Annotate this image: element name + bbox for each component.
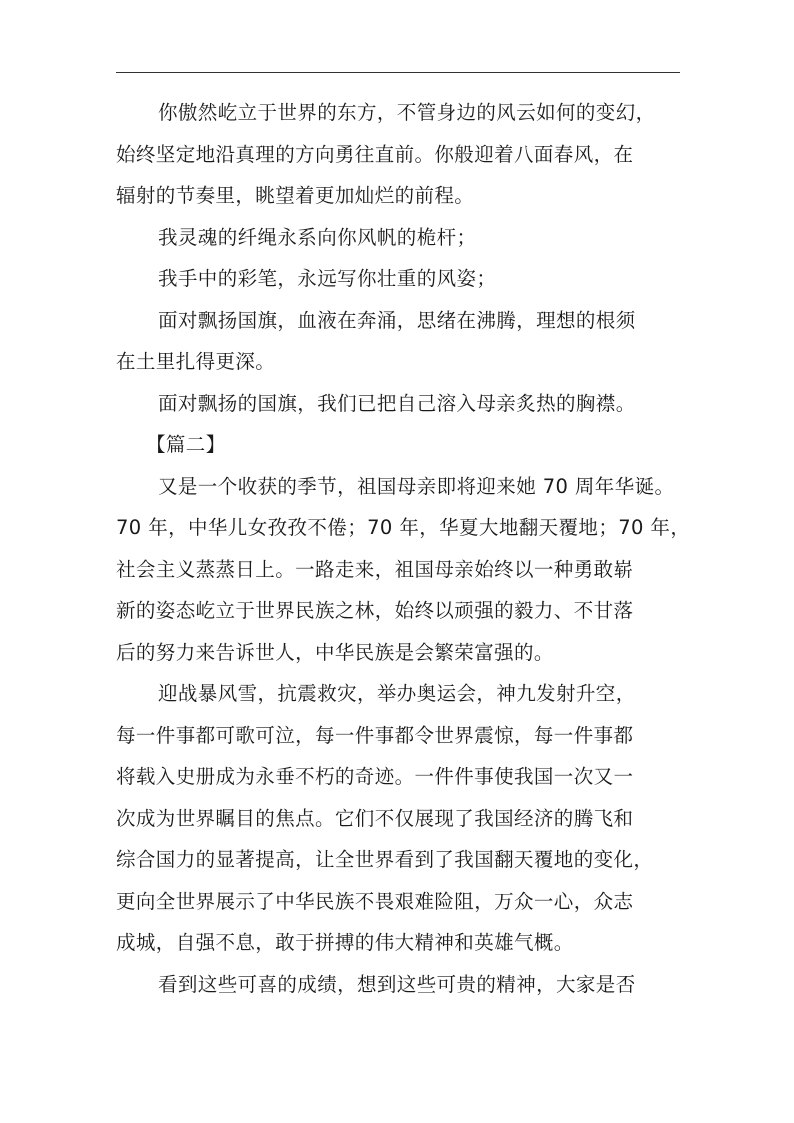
paragraph-line: 看到这些可喜的成绩，想到这些可贵的精神，大家是否	[158, 972, 636, 996]
paragraph-line: 在土里扎得更深。	[116, 350, 276, 373]
paragraph-line: 迎战暴风雪，抗震救灾，举办奥运会，神九发射升空，	[158, 682, 636, 705]
paragraph-line: 始终坚定地沿真理的方向勇往直前。你般迎着八面春风，在	[116, 142, 634, 166]
document-body	[116, 92, 691, 1005]
paragraph-line: 又是一个收获的季节，祖国母亲即将迎来她 70 周年华诞。	[158, 474, 675, 498]
paragraph-line: 面对飘扬的国旗，我们已把自己溶入母亲炙热的胸襟。	[158, 391, 636, 415]
paragraph-line: 次成为世界瞩目的焦点。它们不仅展现了我国经济的腾飞和	[116, 806, 634, 830]
paragraph-line: 综合国力的显著提高，让全世界看到了我国翻天覆地的变化，	[116, 848, 654, 871]
paragraph-line: 辐射的节奏里，眺望着更加灿烂的前程。	[116, 184, 475, 207]
paragraph-line: 成城，自强不息，敢于拼搏的伟大精神和英雄气概。	[116, 931, 574, 954]
paragraph-line: 社会主义蒸蒸日上。一路走来，祖国母亲始终以一种勇敢崭	[116, 557, 634, 581]
paragraph-line: 将载入史册成为永垂不朽的奇迹。一件件事使我国一次又一	[116, 765, 634, 788]
header-rule	[116, 72, 680, 73]
paragraph-line: 更向全世界展示了中华民族不畏艰难险阻，万众一心，众志	[116, 889, 634, 913]
paragraph-line: 你傲然屹立于世界的东方，不管身边的风云如何的变幻，	[158, 101, 656, 124]
paragraph-line: 后的努力来告诉世人，中华民族是会繁荣富强的。	[116, 640, 554, 664]
paragraph-line: 我手中的彩笔，永远写你壮重的风姿；	[158, 267, 497, 290]
paragraph-line: 面对飘扬国旗，血液在奔涌，思绪在沸腾，理想的根须	[158, 308, 636, 332]
paragraph-line: 新的姿态屹立于世界民族之林，始终以顽强的毅力、不甘落	[116, 599, 634, 622]
paragraph-line: 我灵魂的纤绳永系向你风帆的桅杆；	[158, 225, 477, 249]
paragraph-line: 70 年，中华儿女孜孜不倦；70 年，华夏大地翻天覆地；70 年，	[116, 516, 691, 539]
section-heading: 【篇二】	[146, 433, 226, 456]
paragraph-line: 每一件事都可歌可泣，每一件事都令世界震惊，每一件事都	[116, 723, 634, 747]
